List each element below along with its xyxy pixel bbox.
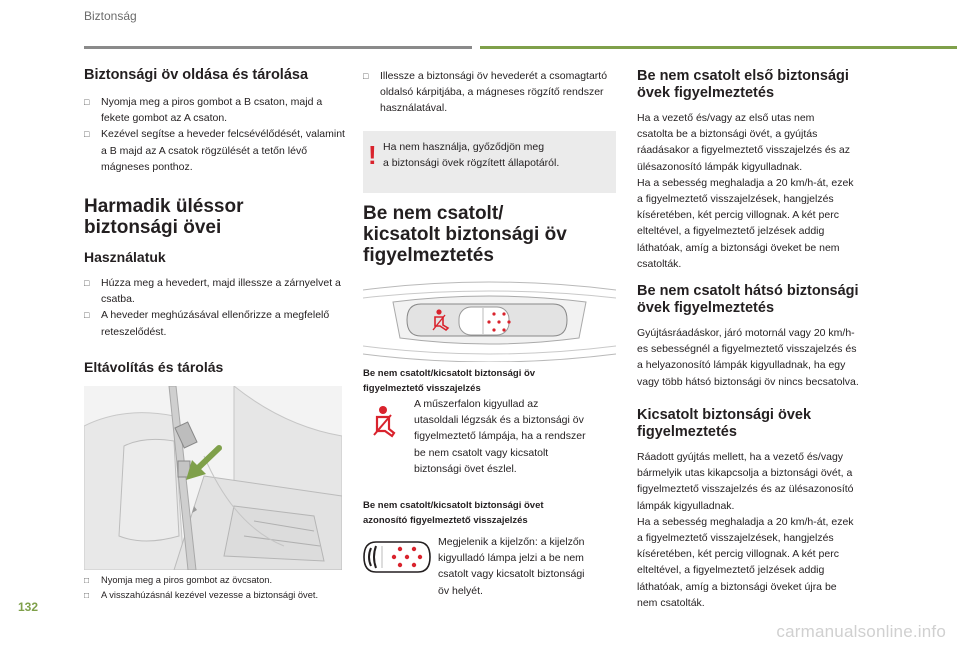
- list-item: □ A visszahúzásnál kezével vezesse a biztonsági övet.: [84, 588, 346, 603]
- section-title-rear-warning: Be nem csatolt hátsó biztonsági övek figyelmeztetés: [637, 283, 859, 316]
- square-bullet-icon: □: [84, 129, 90, 140]
- section-title-release-storage: Biztonsági öv oldása és tárolása: [84, 67, 309, 83]
- square-bullet-icon: □: [84, 97, 90, 107]
- seat-map-icon: [362, 538, 432, 581]
- square-bullet-icon: □: [363, 71, 369, 81]
- square-bullet-icon: □: [84, 310, 90, 321]
- header-rule-green: [480, 46, 957, 49]
- title-line: biztonsági övei: [84, 217, 222, 238]
- section-title-unbuckled-warning: [363, 203, 567, 266]
- seatbelt-warning-icon: [370, 404, 396, 445]
- usage-bullets: [84, 275, 346, 340]
- list-item: □ Illessze a biztonsági öv hevederét a csomagtartó oldalsó kárpitjába, a mágneses rögzítő rendszer használatával.: [363, 70, 608, 115]
- square-bullet-icon: □: [84, 590, 90, 600]
- photo-captions: [84, 573, 346, 603]
- list-item: □ Kezével segítse a heveder felcsévélődését, valamint a B majd az A csatok rögzülését a tetőn lévő mágneses ponthoz.: [84, 128, 345, 173]
- title-line: Be nem csatolt/: [363, 203, 504, 224]
- square-bullet-icon: □: [84, 575, 90, 585]
- section-title-front-warning: Be nem csatolt első biztonsági övek figyelmeztetés: [637, 68, 849, 101]
- title-line: Harmadik üléssor: [84, 196, 244, 217]
- section-header: Biztonság: [84, 9, 137, 23]
- caption-instrument-warning: Be nem csatolt/kicsatolt biztonsági öv figyelmeztető visszajelzés: [363, 368, 536, 394]
- trunk-seatbelt-illustration: [84, 386, 342, 570]
- warning-note: [363, 131, 616, 193]
- exclamation-icon: !: [368, 140, 377, 170]
- magnet-bullet: [363, 68, 618, 117]
- section-title-unbuckled-belts: Kicsatolt biztonsági övek figyelmeztetés: [637, 407, 812, 440]
- list-item: □ Nyomja meg a piros gombot az övcsaton.: [84, 573, 346, 588]
- header-rule-gray: [84, 46, 472, 49]
- caption-seat-identification: Be nem csatolt/kicsatolt biztonsági övet azonosító figyelmeztető visszajelzés: [363, 500, 544, 526]
- list-item: □ A heveder meghúzásával ellenőrizze a megfelelő reteszelődést.: [84, 309, 330, 338]
- note-text: Ha nem használja, győződjön meg a biztonsági övek rögzített állapotáról.: [383, 141, 560, 169]
- usage-title: Használatuk: [84, 249, 166, 265]
- title-line: figyelmeztetés: [363, 245, 494, 266]
- title-line: kicsatolt biztonsági öv: [363, 224, 567, 245]
- list-item: □ Húzza meg a hevedert, majd illessze a zárnyelvet a csatba.: [84, 277, 341, 306]
- overhead-console-illustration: [363, 278, 616, 362]
- removal-title: Eltávolítás és tárolás: [84, 359, 224, 375]
- release-bullets: [84, 94, 346, 175]
- page-number: 132: [18, 600, 39, 614]
- section-title-third-row: [84, 196, 243, 238]
- rear-warning-text: Gyújtásráadáskor, járó motornál vagy 20 km/h- es sebességnél a figyelmeztető visszajelzés és a helyazonosító lámpák kigyulladnak, ha egy vagy több hátsó biztonsági öv nincs becsatolva.: [637, 327, 859, 388]
- watermark: carmanualsonline.info: [776, 622, 946, 641]
- square-bullet-icon: □: [84, 278, 90, 288]
- list-item: □ Nyomja meg a piros gombot a B csaton, majd a fekete gombot az A csaton.: [84, 96, 323, 125]
- seat-identification-text: Megjelenik a kijelzőn: a kijelzőn kigyulladó lámpa jelzi a be nem csatolt vagy kicsatolt biztonsági öv helyét.: [438, 536, 585, 597]
- front-warning-text: Ha a vezető és/vagy az első utas nem csatolta be a biztonsági övét, a gyújtás ráadásakor a figyelmeztető visszajelzés és az ülésazonosító lámpák kigyulladnak. Ha a sebesség meghaladja a 20 km/h-át, ezek a figyelmeztető visszajelzések, hangjelzés kíséretében, két percig villognak. A két perc elteltével, a figyelmeztető jelzések addig láthatóak, amíg a biztonsági öveket be nem csatolták.: [637, 112, 854, 270]
- instrument-warning-text: A műszerfalon kigyullad az utasoldali légzsák és a biztonsági öv figyelmeztető lámpája, ha a rendszer be nem csatolt vagy kicsatolt biztonsági övet észlel.: [414, 398, 586, 475]
- unbuckled-belts-text: Ráadott gyújtás mellett, ha a vezető és/vagy bármelyik utas kikapcsolja a biztonsági övét, a figyelmeztető visszajelzés és az ülésazonosító lámpák kigyulladnak. Ha a sebesség meghaladja a 20 km/h-át, ezek a figyelmeztető visszajelzések, hangjelzés kíséretében, két percig villognak. A két perc elteltével, a figyelmeztető jelzések addig láthatóak, amíg a biztonsági öveket újra be nem csatolták.: [637, 451, 854, 609]
